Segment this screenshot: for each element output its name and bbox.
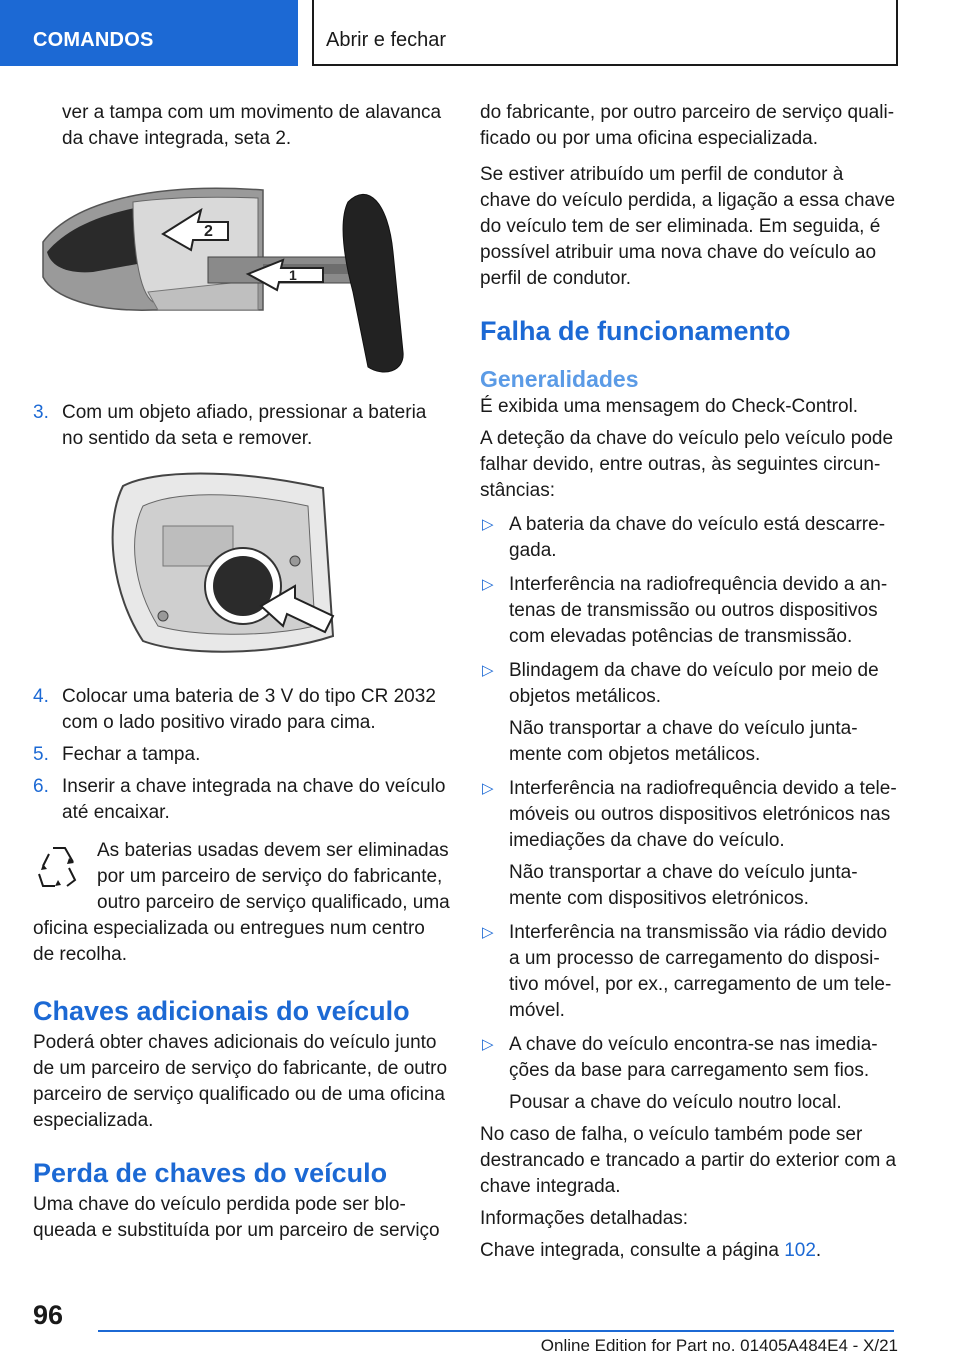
step-number: 6.	[33, 776, 49, 797]
bullet-triangle-icon: ▷	[482, 516, 494, 533]
list-item	[480, 512, 898, 564]
step-6	[33, 774, 451, 826]
list-item-text: A chave do veículo encontra-se nas imediações da base para carregamento sem fios.	[509, 1034, 878, 1081]
check-control-text: É exibida uma mensagem do Check-Control.	[480, 396, 859, 417]
list-item-note: Não transportar a chave do veículo juntamente com dispositivos eletrónicos.	[509, 862, 858, 909]
chapter-title: Abrir e fechar	[326, 29, 447, 51]
bullet-triangle-icon: ▷	[482, 576, 494, 593]
battery-figure	[33, 466, 433, 666]
step-number: 3.	[33, 402, 49, 423]
list-item	[480, 920, 898, 1024]
heading-additional-keys: Chaves adicionais do veículo	[33, 996, 410, 1026]
list-item-text: Interferência na radiofrequência devido a antenas de transmissão ou outros dispositivos com elevadas potências de transmissão.	[509, 574, 888, 647]
bullet-triangle-icon: ▷	[482, 1036, 494, 1053]
reference-text: Chave integrada, consulte a página	[480, 1240, 785, 1261]
page-reference	[480, 1238, 898, 1264]
bullet-triangle-icon: ▷	[482, 924, 494, 941]
chapter-tab	[312, 0, 898, 66]
list-item-text: A bateria da chave do veículo está descarregada.	[509, 514, 886, 561]
list-item	[480, 572, 898, 650]
footer-divider	[98, 1330, 894, 1332]
list-item	[480, 1032, 898, 1084]
list-item-note: Pousar a chave do veículo noutro local.	[509, 1092, 842, 1113]
section-title: COMANDOS	[33, 29, 154, 51]
page-102-link[interactable]: 102	[784, 1240, 816, 1261]
lost-keys-text: Uma chave do veículo perdida pode ser bloqueada e substituída por um parceiro de serviço	[33, 1194, 440, 1241]
key-integrated-figure	[33, 182, 433, 382]
step-number: 4.	[33, 686, 49, 707]
bullet-triangle-icon: ▷	[482, 662, 494, 679]
recycle-icon	[33, 840, 85, 892]
list-item	[480, 658, 898, 710]
causes-list	[480, 512, 898, 1116]
list-item-text: Interferência na transmissão via rádio devido a um processo de carregamento do dispositivo móvel, por ex., carregamento de um telemóvel.	[509, 922, 892, 1021]
recycle-note	[33, 838, 451, 968]
list-item	[480, 776, 898, 854]
bullet-triangle-icon: ▷	[482, 780, 494, 797]
step-4	[33, 684, 451, 736]
list-item-text: Blindagem da chave do veículo por meio de objetos metálicos.	[509, 660, 879, 707]
arrow-2-label: 2	[204, 223, 213, 240]
step-text: Colocar uma bateria de 3 V do tipo CR 2032 com o lado positivo virado para cima.	[62, 686, 436, 733]
reference-end: .	[815, 1240, 822, 1261]
footer-edition: Online Edition for Part no. 01405A484E4 - X/21	[540, 1336, 898, 1355]
recycle-note-text: As baterias usadas devem ser eliminadas por um parceiro de serviço do fabricante, outro parceiro de serviço qualificado, uma oficina especializada ou entregues num centro de recolha.	[33, 840, 450, 965]
step-text: Fechar a tampa.	[62, 744, 201, 765]
subheading-general: Generalidades	[480, 366, 639, 392]
step-3	[33, 400, 451, 452]
page-number: 96	[33, 1300, 64, 1330]
heading-malfunction: Falha de funcionamento	[480, 316, 791, 346]
driver-profile-text: Se estiver atribuído um perfil de condutor à chave do veículo perdida, a ligação a essa chave do veículo tem de ser eliminada. Em seguida, é possível atribuir uma nova chave do veículo ao perfil de condutor.	[480, 164, 896, 289]
arrow-1-label: 1	[289, 267, 297, 283]
step-text: Inserir a chave integrada na chave do veículo até encaixar.	[62, 776, 446, 823]
lost-keys-continued: do fabricante, por outro parceiro de serviço qualificado ou por uma oficina especializada.	[480, 102, 895, 149]
step-number: 5.	[33, 744, 49, 765]
list-item-note: Não transportar a chave do veículo juntamente com objetos metálicos.	[509, 718, 858, 765]
details-label: Informações detalhadas:	[480, 1208, 689, 1229]
right-column	[480, 100, 898, 1264]
step-5	[33, 742, 451, 768]
list-item-text: Interferência na radiofrequência devido a telemóveis ou outros dispositivos eletrónicos nas imediações da chave do veículo.	[509, 778, 897, 851]
step-text: Com um objeto afiado, pressionar a bateria no sentido da seta e remover.	[62, 402, 427, 449]
detection-text: A deteção da chave do veículo pelo veículo pode falhar devido, entre outras, às seguintes circunstâncias:	[480, 428, 894, 501]
left-column	[33, 100, 451, 1244]
heading-lost-keys: Perda de chaves do veículo	[33, 1158, 388, 1188]
fault-text: No caso de falha, o veículo também pode ser destrancado e trancado a partir do exterior com a chave integrada.	[480, 1124, 897, 1197]
intro-text: ver a tampa com um movimento de alavanca da chave integrada, seta 2.	[62, 102, 442, 149]
section-tab	[0, 0, 298, 66]
additional-keys-text: Poderá obter chaves adicionais do veículo junto de um parceiro de serviço do fabricante, de outro parceiro de serviço qualificado ou de uma oficina especializada.	[33, 1032, 448, 1131]
